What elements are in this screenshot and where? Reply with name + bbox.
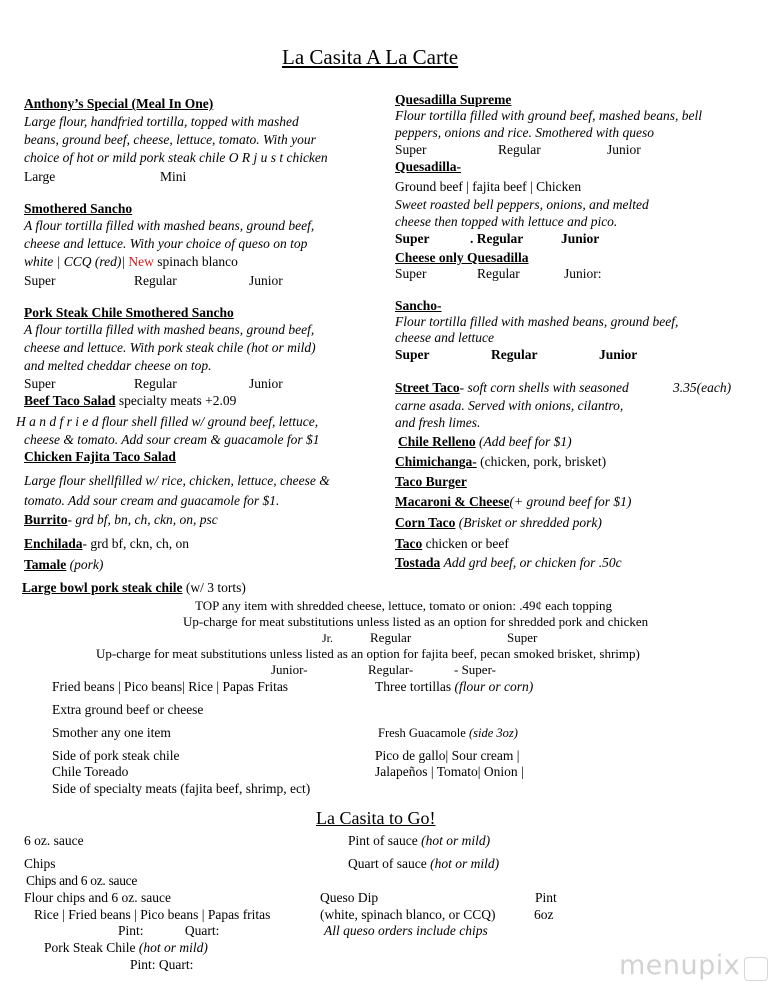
smothered-sancho-desc: cheese and lettuce. With your choice of queso on top [24,236,308,251]
size-label: Super [395,231,430,246]
corn-taco-desc: (Brisket or shredded pork) [458,515,602,530]
size-label: Super [395,347,430,362]
size-label: Regular [491,347,538,362]
street-taco [395,379,629,397]
street-taco-name: Street Taco [395,380,460,395]
quart-sauce-label: Quart of sauce [348,856,427,871]
size-label: Jr. [322,631,334,645]
tamale-name: Tamale [24,557,67,572]
sancho-desc: cheese and lettuce [395,330,494,345]
side-item: Extra ground beef or cheese [52,702,204,717]
burrito-desc: - grd bf, bn, ch, ckn, on, psc [67,512,218,527]
macaroni-cheese-name: Macaroni & Cheese [395,494,510,509]
macaroni-cheese [395,493,631,511]
quesadilla-desc: Sweet roasted bell peppers, onions, and melted [395,197,649,212]
togo-item: (white, spinach blanco, or CCQ) [320,907,496,922]
beef-taco-salad-price: specialty meats +2.09 [118,393,237,408]
anthony-special-desc: beans, ground beef, cheese, lettuce, tomato. With your [24,132,316,147]
taco [395,535,509,553]
togo-item: 6 oz. sauce [24,833,84,848]
quesadilla-supreme-desc: peppers, onions and rice. Smothered with queso [395,125,654,140]
size-label: Regular [134,376,177,391]
watermark-text: menupix [619,950,741,981]
quesadilla-desc: cheese then topped with lettuce and pico. [395,214,618,229]
size-label: Regular- [368,662,414,677]
togo-item: 6oz [534,907,554,922]
size-label: Junior [249,376,283,391]
chicken-fajita-salad-name: Chicken Fajita Taco Salad [24,449,176,464]
side-item: Smother any one item [52,725,171,740]
size-label: Regular [134,273,177,288]
chimichanga-name: Chimichanga- [395,454,477,469]
menupix-logo-icon [744,957,768,981]
tostada-desc: Add grd beef, or chicken for .50c [443,555,622,570]
taco-burger-name: Taco Burger [395,474,467,489]
chile-relleno-name: Chile Relleno [398,434,476,449]
togo-item: Chips [24,856,56,871]
togo-item: Flour chips and 6 oz. sauce [24,890,171,905]
anthony-special-desc: choice of hot or mild pork steak chile O R j u s t chicken [24,150,328,165]
large-bowl-desc: (w/ 3 torts) [185,580,246,595]
large-bowl-name: Large bowl pork steak chile [22,580,183,595]
anthony-special-name: Anthony’s Special (Meal In One) [24,96,214,111]
tamale-desc: (pork) [69,557,104,572]
smothered-sancho-desc: A flour tortilla filled with mashed beans, ground beef, [24,218,315,233]
beef-taco-salad-desc: cheese & tomato. Add sour cream & guacamole for $1 [24,432,320,447]
cheese-quesadilla-name: Cheese only Quesadilla [395,250,529,265]
quesadilla-options: Ground beef | fajita beef | Chicken [395,179,582,194]
quesadilla-name: Quesadilla- [395,159,462,174]
enchilada-desc: - grd bf, ckn, ch, on [82,536,190,551]
pork-sancho-desc: cheese and lettuce. With pork steak chile (hot or mild) [24,340,316,355]
chicken-fajita-salad-desc: Large flour shellfilled w/ rice, chicken, lettuce, cheese & [24,473,330,488]
togo-item: Rice | Fried beans | Pico beans | Papas fritas [34,907,271,922]
guacamole-note: (side 3oz) [468,726,518,740]
spinach-blanco: spinach blanco [157,254,238,269]
size-label: Junior [249,273,283,288]
page-title: La Casita A La Carte [282,45,459,69]
size-label: Super [24,273,56,288]
street-taco-desc: carne asada. Served with onions, cilantro, [395,398,624,413]
size-label: Mini [160,169,187,184]
togo-item: All queso orders include chips [324,923,488,938]
size-label: Junior [607,142,641,157]
upcharge-line: Up-charge for meat substitutions unless listed as an option for shredded pork and chicken [183,614,649,629]
anthony-special-desc: Large flour, handfried tortilla, topped with mashed [24,114,299,129]
size-label: Super [507,630,538,645]
three-tortillas-note: (flour or corn) [454,679,534,694]
chicken-fajita-salad-desc: tomato. Add sour cream and guacamole for $1. [24,493,280,508]
beef-taco-salad [24,392,236,410]
fresh-guacamole [378,724,518,742]
pint-sauce-note: (hot or mild) [421,833,491,848]
togo-item: Queso Dip [320,890,379,905]
quesadilla-supreme-name: Quesadilla Supreme [395,92,512,107]
upcharge-line: Up-charge for meat substitutions unless listed as an option for fajita beef, pecan smoked brisket, shrimp) [96,646,640,661]
pork-steak-chile-note: (hot or mild) [138,940,208,955]
beef-taco-salad-desc: H a n d f r i e d flour shell filled w/ ground beef, lettuce, [16,414,319,429]
new-badge: New [128,254,154,269]
size-label: Regular [477,266,520,281]
size-label: Junior [599,347,638,362]
menupix-watermark [619,950,740,981]
taco-name: Taco [395,536,423,551]
street-taco-desc: - soft corn shells with seasoned [459,380,629,395]
chile-relleno-desc: (Add beef for $1) [479,434,572,449]
pork-sancho-desc: and melted cheddar cheese on top. [24,358,212,373]
pork-steak-chile-label: Pork Steak Chile [44,940,136,955]
pork-sancho-desc: A flour tortilla filled with mashed beans, ground beef, [24,322,315,337]
size-label: Super [24,376,56,391]
togo-item: Pint: Quart: [130,957,194,972]
three-tortillas [375,678,533,696]
corn-taco [395,514,602,532]
size-label: Junior: [564,266,602,281]
large-bowl [22,579,246,597]
size-label: Junior- [271,662,308,677]
chimichanga-desc: (chicken, pork, brisket) [480,454,607,469]
size-label: Regular [498,142,541,157]
jalapeno-line: Jalapeños | Tomato| Onion | [375,764,524,779]
size-label: . Regular [470,231,524,246]
pork-sancho-name: Pork Steak Chile Smothered Sancho [24,305,234,320]
side-item: Side of pork steak chile [52,748,180,763]
smothered-sancho-desc [24,253,238,271]
togo-item [44,939,208,957]
togo-item: Pint: Quart: [118,923,220,938]
quart-sauce-note: (hot or mild) [430,856,500,871]
quesadilla-supreme-desc: Flour tortilla filled with ground beef, mashed beans, bell [395,108,702,123]
chimichanga [395,453,606,471]
macaroni-cheese-desc: (+ ground beef for $1) [509,494,632,509]
togo-item [348,832,490,850]
side-item: Fried beans | Pico beans| Rice | Papas Fritas [52,679,289,694]
enchilada-name: Enchilada [24,536,83,551]
sancho-name: Sancho- [395,298,442,313]
tostada-name: Tostada [395,555,441,570]
size-label: Super [395,142,427,157]
queso-options: white | CCQ (red)| [24,254,126,269]
enchilada [24,535,189,553]
side-item: Side of specialty meats (fajita beef, shrimp, ect) [52,781,311,796]
chile-relleno [398,433,572,451]
burrito-name: Burrito [24,512,68,527]
size-label: Regular [370,630,412,645]
corn-taco-name: Corn Taco [395,515,456,530]
size-label: Large [24,169,56,184]
sancho-desc: Flour tortilla filled with mashed beans, ground beef, [395,314,679,329]
street-taco-price: 3.35(each) [673,380,732,395]
street-taco-desc: and fresh limes. [395,415,481,430]
tamale [24,556,103,574]
pint-sauce-label: Pint of sauce [348,833,418,848]
taco-desc: chicken or beef [425,536,509,551]
size-label: - Super- [454,662,496,677]
size-label: Junior [561,231,600,246]
size-label: Super [395,266,427,281]
togo-item: Pint [535,890,557,905]
three-tortillas-label: Three tortillas [375,679,452,694]
beef-taco-salad-name: Beef Taco Salad [24,393,116,408]
burrito [24,511,218,529]
guacamole-label: Fresh Guacamole [378,726,466,740]
togo-title: La Casita to Go! [316,808,436,828]
smothered-sancho-name: Smothered Sancho [24,201,133,216]
topping-line: TOP any item with shredded cheese, lettuce, tomato or onion: .49¢ each topping [195,598,612,613]
side-item: Chile Toreado [52,764,129,779]
togo-item [348,855,499,873]
tostada [395,554,622,572]
pico-line: Pico de gallo| Sour cream | [375,748,520,763]
togo-item: Chips and 6 oz. sauce [26,873,138,888]
